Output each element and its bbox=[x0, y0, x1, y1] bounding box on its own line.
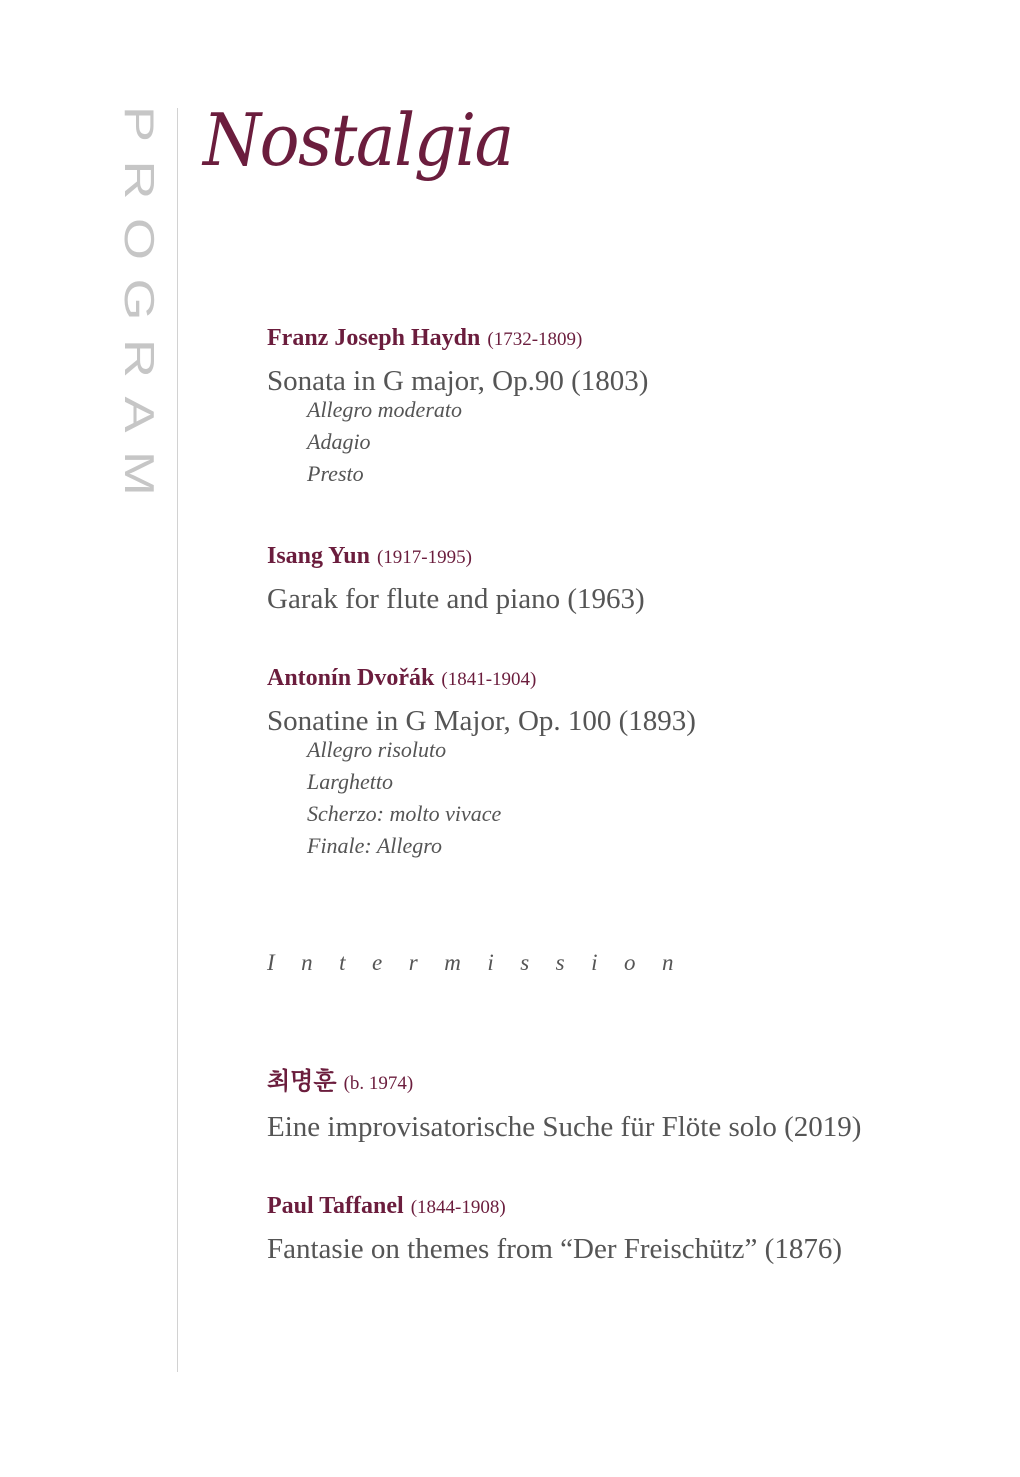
composer-line bbox=[267, 664, 696, 695]
program-item-dvorak bbox=[267, 664, 696, 862]
composer-dates: (1841-1904) bbox=[441, 669, 537, 690]
movement-list bbox=[267, 394, 648, 490]
composer-line bbox=[267, 542, 645, 573]
program-item-haydn bbox=[267, 324, 648, 490]
program-item-choi bbox=[267, 1068, 861, 1146]
movement-item: Allegro risoluto bbox=[307, 737, 447, 762]
composer-dates: (b. 1974) bbox=[343, 1073, 414, 1094]
composer-name: Franz Joseph Haydn bbox=[267, 325, 481, 351]
intermission-label: Intermission bbox=[267, 950, 700, 975]
movement-item: Allegro moderato bbox=[307, 397, 462, 422]
work-title: Fantasie on themes from “Der Freischütz” (1876) bbox=[267, 1233, 842, 1265]
composer-line bbox=[267, 324, 648, 355]
work-title: Garak for flute and piano (1963) bbox=[267, 583, 645, 615]
composer-name: Paul Taffanel bbox=[267, 1193, 404, 1219]
work-title: Sonatine in G Major, Op. 100 (1893) bbox=[267, 705, 696, 737]
work-title: Eine improvisatorische Suche für Flöte solo (2019) bbox=[267, 1111, 862, 1143]
movement-item: Scherzo: molto vivace bbox=[307, 801, 502, 826]
movement-item: Finale: Allegro bbox=[307, 833, 443, 858]
composer-dates: (1732-1809) bbox=[487, 329, 583, 350]
vertical-divider bbox=[177, 108, 178, 1372]
composer-name: 최명훈 bbox=[267, 1069, 337, 1095]
program-item-taffanel bbox=[267, 1192, 842, 1268]
side-label-program: PROGRAM bbox=[115, 106, 163, 515]
program-item-yun bbox=[267, 542, 645, 618]
work-title: Sonata in G major, Op.90 (1803) bbox=[267, 365, 649, 397]
page-title: Nostalgia bbox=[203, 98, 513, 182]
composer-dates: (1917-1995) bbox=[376, 547, 472, 568]
composer-name: Antonín Dvořák bbox=[267, 665, 435, 691]
movement-list bbox=[267, 734, 696, 862]
movement-item: Larghetto bbox=[307, 769, 393, 794]
composer-dates: (1844-1908) bbox=[410, 1197, 506, 1218]
composer-line bbox=[267, 1192, 842, 1223]
composer-name: Isang Yun bbox=[267, 543, 370, 569]
movement-item: Adagio bbox=[307, 429, 371, 454]
movement-item: Presto bbox=[307, 461, 364, 486]
composer-line bbox=[267, 1068, 861, 1099]
